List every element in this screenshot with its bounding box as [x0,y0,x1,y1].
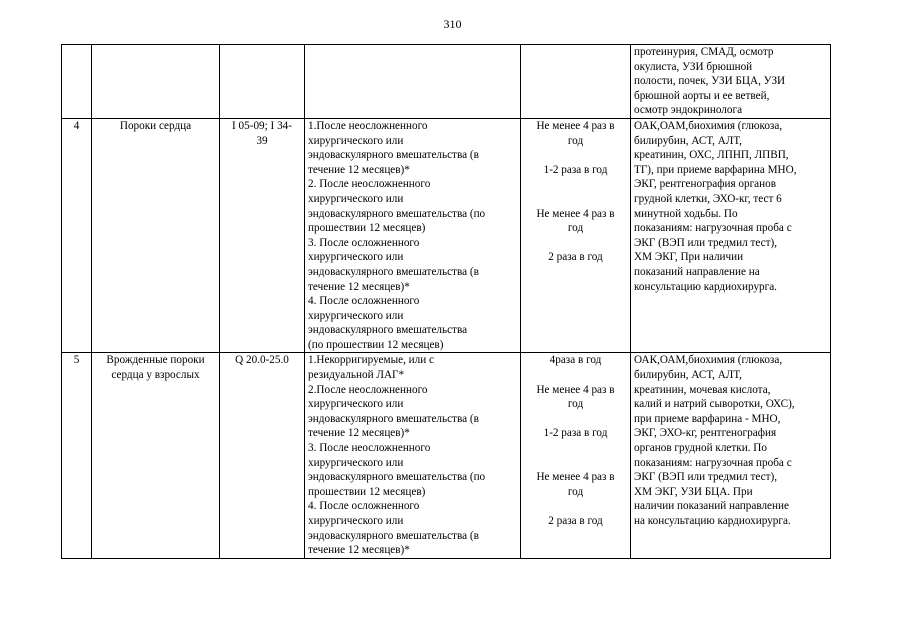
conditions-cell [305,118,521,353]
text-line: 1-2 раза в год [543,163,608,176]
text-line: течение 12 месяцев)* [308,427,410,440]
text-line: год [567,485,584,498]
text-line: креатинин, мочевая кислота, [634,383,771,396]
text-line: течение 12 месяцев)* [308,280,410,293]
icd-code-cell [220,118,305,353]
examinations-cell [631,45,831,119]
text-line: год [567,398,584,411]
clinical-table [61,44,831,559]
disease-name-cell [92,353,220,558]
examinations-cell [631,353,831,558]
text-line: ХМ ЭКГ, УЗИ БЦА. При [634,485,753,498]
examinations-cell [631,118,831,353]
text-line: показаний направление на [634,265,760,278]
text-line: грудной клетки, ЭХО-кг, тест 6 [634,192,782,205]
page-number: 310 [443,17,462,31]
spacer [524,499,627,514]
text-line: на консультацию кардиохирурга. [634,515,791,527]
row-number: 5 [73,354,80,367]
text-line: хирургического или [308,192,404,205]
text-line: ЭКГ (ВЭП или тредмил тест), [634,236,778,249]
text-line: эндоваскулярного вмешательства [308,324,468,337]
text-line: 1-2 раза в год [543,427,608,440]
text-line: сердца у взрослых [111,369,200,382]
text-line: резидуальной ЛАГ* [308,369,405,382]
spacer [524,236,627,251]
text-line: ОАК,ОАМ,биохимия (глюкоза, [634,354,783,367]
spacer [524,192,627,207]
text-line: (по прошествии 12 месяцев) [308,338,444,351]
conditions-cell [305,353,521,558]
icd-code-cell [220,353,305,558]
text-line: показаниям: нагрузочная проба с [634,456,792,469]
text-line: I 05-09; I 34- [232,119,292,132]
frequency-cell [521,118,631,353]
text-line: ЭКГ, рентгенография органов [634,178,776,191]
text-line: 3. После осложненного [308,236,420,249]
text-line: 4. После осложненного [308,500,420,513]
text-line: Не менее 4 раз в [536,383,615,396]
spacer [524,456,627,471]
text-line: 4раза в год [549,354,602,367]
text-line: хирургического или [308,456,404,469]
text-line: 3. После неосложненного [308,442,431,455]
text-line: 1.После неосложненного [308,119,428,132]
conditions-cell [305,45,521,119]
text-line: окулиста, УЗИ брюшной [634,60,753,73]
row-number-cell [62,353,92,558]
table-row [62,353,831,558]
text-line: билирубин, АСТ, АЛТ, [634,134,742,147]
text-line: ХМ ЭКГ, При наличии [634,251,744,264]
text-line: хирургического или [308,398,404,411]
text-line: 2 раза в год [548,251,603,264]
text-line: Не менее 4 раз в [536,471,615,484]
row-number: 4 [73,119,80,132]
text-line: наличии показаний направление [634,500,789,513]
text-line: хирургического или [308,251,404,264]
text-line: хирургического или [308,309,404,322]
text-line: показаниям: нагрузочная проба с [634,222,792,235]
text-line: течение 12 месяцев)* [308,544,410,557]
spacer [524,368,627,383]
text-line: ТГ), при приеме варфарина МНО, [634,163,797,176]
text-line: Не менее 4 раз в [536,119,615,132]
text-line: Q 20.0-25.0 [235,354,289,367]
icd-code-cell [220,45,305,119]
text-line: Не менее 4 раз в [536,207,615,220]
text-line: при приеме варфарина - МНО, [634,412,781,425]
text-line: протеинурия, СМАД, осмотр [634,46,774,58]
text-line: минутной ходьбы. По [634,207,738,220]
text-line: год [567,134,584,147]
text-line: год [567,222,584,235]
text-line: хирургического или [308,134,404,147]
text-line: ЭКГ, ЭХО-кг, рентгенография [634,427,777,440]
text-line: эндоваскулярного вмешательства (в [308,412,479,425]
text-line: органов грудной клетки. По [634,442,767,455]
text-line: осмотр эндокринолога [634,104,743,117]
text-line: 2.После неосложненного [308,383,428,396]
table-row [62,118,831,353]
frequency-cell [521,45,631,119]
spacer [524,177,627,192]
disease-name-cell [92,118,220,353]
text-line: прошествии 12 месяцев) [308,222,426,235]
text-line: прошествии 12 месяцев) [308,485,426,498]
text-line: 2 раза в год [548,515,603,527]
text-line: Врожденные пороки [106,354,205,367]
text-line: эндоваскулярного вмешательства (по [308,207,486,220]
text-line: эндоваскулярного вмешательства (в [308,529,479,542]
text-line: Пороки сердца [119,119,192,132]
text-line: калий и натрий сыворотки, ОХС), [634,398,795,411]
frequency-cell [521,353,631,558]
spacer [524,441,627,456]
text-line: ОАК,ОАМ,биохимия (глюкоза, [634,119,783,132]
text-line: брюшной аорты и ее ветвей, [634,89,770,102]
text-line: эндоваскулярного вмешательства (в [308,265,479,278]
text-line: 39 [256,134,268,147]
text-line: хирургического или [308,515,404,527]
table-row [62,45,831,119]
text-line: креатинин, ОХС, ЛПНП, ЛПВП, [634,149,789,162]
text-line: консультацию кардиохирурга. [634,280,777,293]
disease-name-cell [92,45,220,119]
spacer [524,412,627,427]
text-line: 2. После неосложненного [308,178,431,191]
text-line: 4. После осложненного [308,295,420,308]
text-line: эндоваскулярного вмешательства (по [308,471,486,484]
row-number-cell [62,118,92,353]
text-line: билирубин, АСТ, АЛТ, [634,369,742,382]
text-line: течение 12 месяцев)* [308,163,410,176]
text-line: 1.Некорригируемые, или с [308,354,434,367]
text-line: ЭКГ (ВЭП или тредмил тест), [634,471,778,484]
text-line: эндоваскулярного вмешательства (в [308,149,479,162]
row-number-cell [62,45,92,119]
spacer [524,148,627,163]
table-body [62,45,831,559]
text-line: полости, почек, УЗИ БЦА, УЗИ [634,75,786,88]
